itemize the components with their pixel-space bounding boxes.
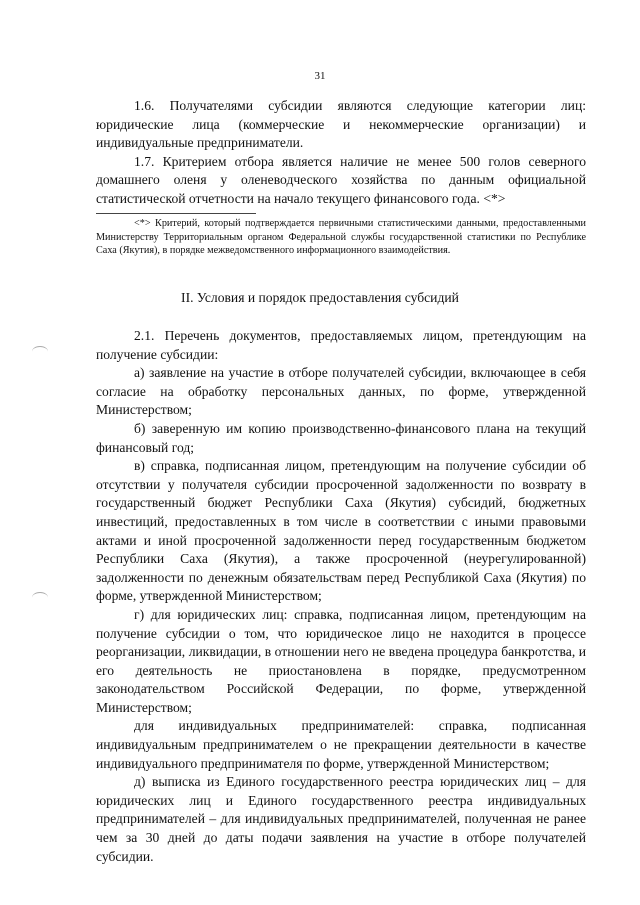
paragraph-2-1-a: а) заявление на участие в отборе получателей субсидии, включающее в себя согласие на обработку персональных данных, по форме, утвержденной Министерством; — [96, 365, 586, 418]
page-number: 31 — [314, 70, 326, 82]
section-heading: II. Условия и порядок предоставления субсидий — [181, 290, 459, 305]
margin-scan-mark — [32, 592, 48, 603]
section-1-text — [96, 97, 586, 209]
footnote-separator — [96, 213, 256, 214]
margin-scan-mark — [32, 346, 48, 357]
paragraph-2-1-g-ip: для индивидуальных предпринимателей: справка, подписанная индивидуальным предпринимателем о не прекращении деятельности в качестве индивидуального предпринимателя по форме, утвержденной Министерством; — [96, 718, 586, 771]
paragraph-1-6: 1.6. Получателями субсидии являются следующие категории лиц: юридические лица (коммерческие и некоммерческие организации) и индивидуальные предприниматели. — [96, 98, 586, 151]
paragraph-2-1-g: г) для юридических лиц: справка, подписанная лицом, претендующим на получение субсидии о том, что юридическое лицо не находится в процессе реорганизации, ликвидации, в отношении него не введена процедура банкротства, и его деятельность не приостановлена в порядке, предусмотренном законодательством Российской Федерации, по форме, утвержденной Министерством; — [96, 606, 586, 715]
paragraph-2-1-d: д) выписка из Единого государственного реестра юридических лиц – для юридических лиц и Единого государственного реестра индивидуальных предпринимателей – для индивидуальных предпринимателей, полученная не ранее чем за 30 дней до даты подачи заявления на участие в отборе получателей субсидии. — [96, 774, 586, 864]
footnote: <*> Критерий, который подтверждается первичными статистическими данными, предоставленными Министерству Территориальным органом Федеральной службы государственной статистики по Республике Саха (Якутия), в порядке межведомственного информационного взаимодействия. — [96, 218, 586, 257]
paragraph-2-1-b: б) заверенную им копию производственно-финансового плана на текущий финансовый год; — [96, 420, 586, 455]
paragraph-2-1-v: в) справка, подписанная лицом, претендующим на получение субсидии об отсутствии у получателя субсидии просроченной задолженности по возврату в государственный бюджет Республики Саха (Якутия) субсидий, бюджетных инвестиций, предоставленных в том числе в соответствии с иными правовыми актами и иной просроченной задолженности перед государственным бюджетом Республики Саха (Якутия), а также просроченной (неурегулированной) задолженности по денежным обязательствам перед Республикой Саха (Якутия) по форме, утвержденной Министерством; — [96, 458, 586, 604]
paragraph-2-1: 2.1. Перечень документов, предоставляемых лицом, претендующим на получение субсидии: — [96, 328, 586, 362]
section-2-text — [96, 327, 586, 866]
paragraph-1-7: 1.7. Критерием отбора является наличие не менее 500 голов северного домашнего оленя у оленеводческого хозяйства по данным официальной статистической отчетности на начало текущего финансового года. <*> — [96, 153, 586, 206]
